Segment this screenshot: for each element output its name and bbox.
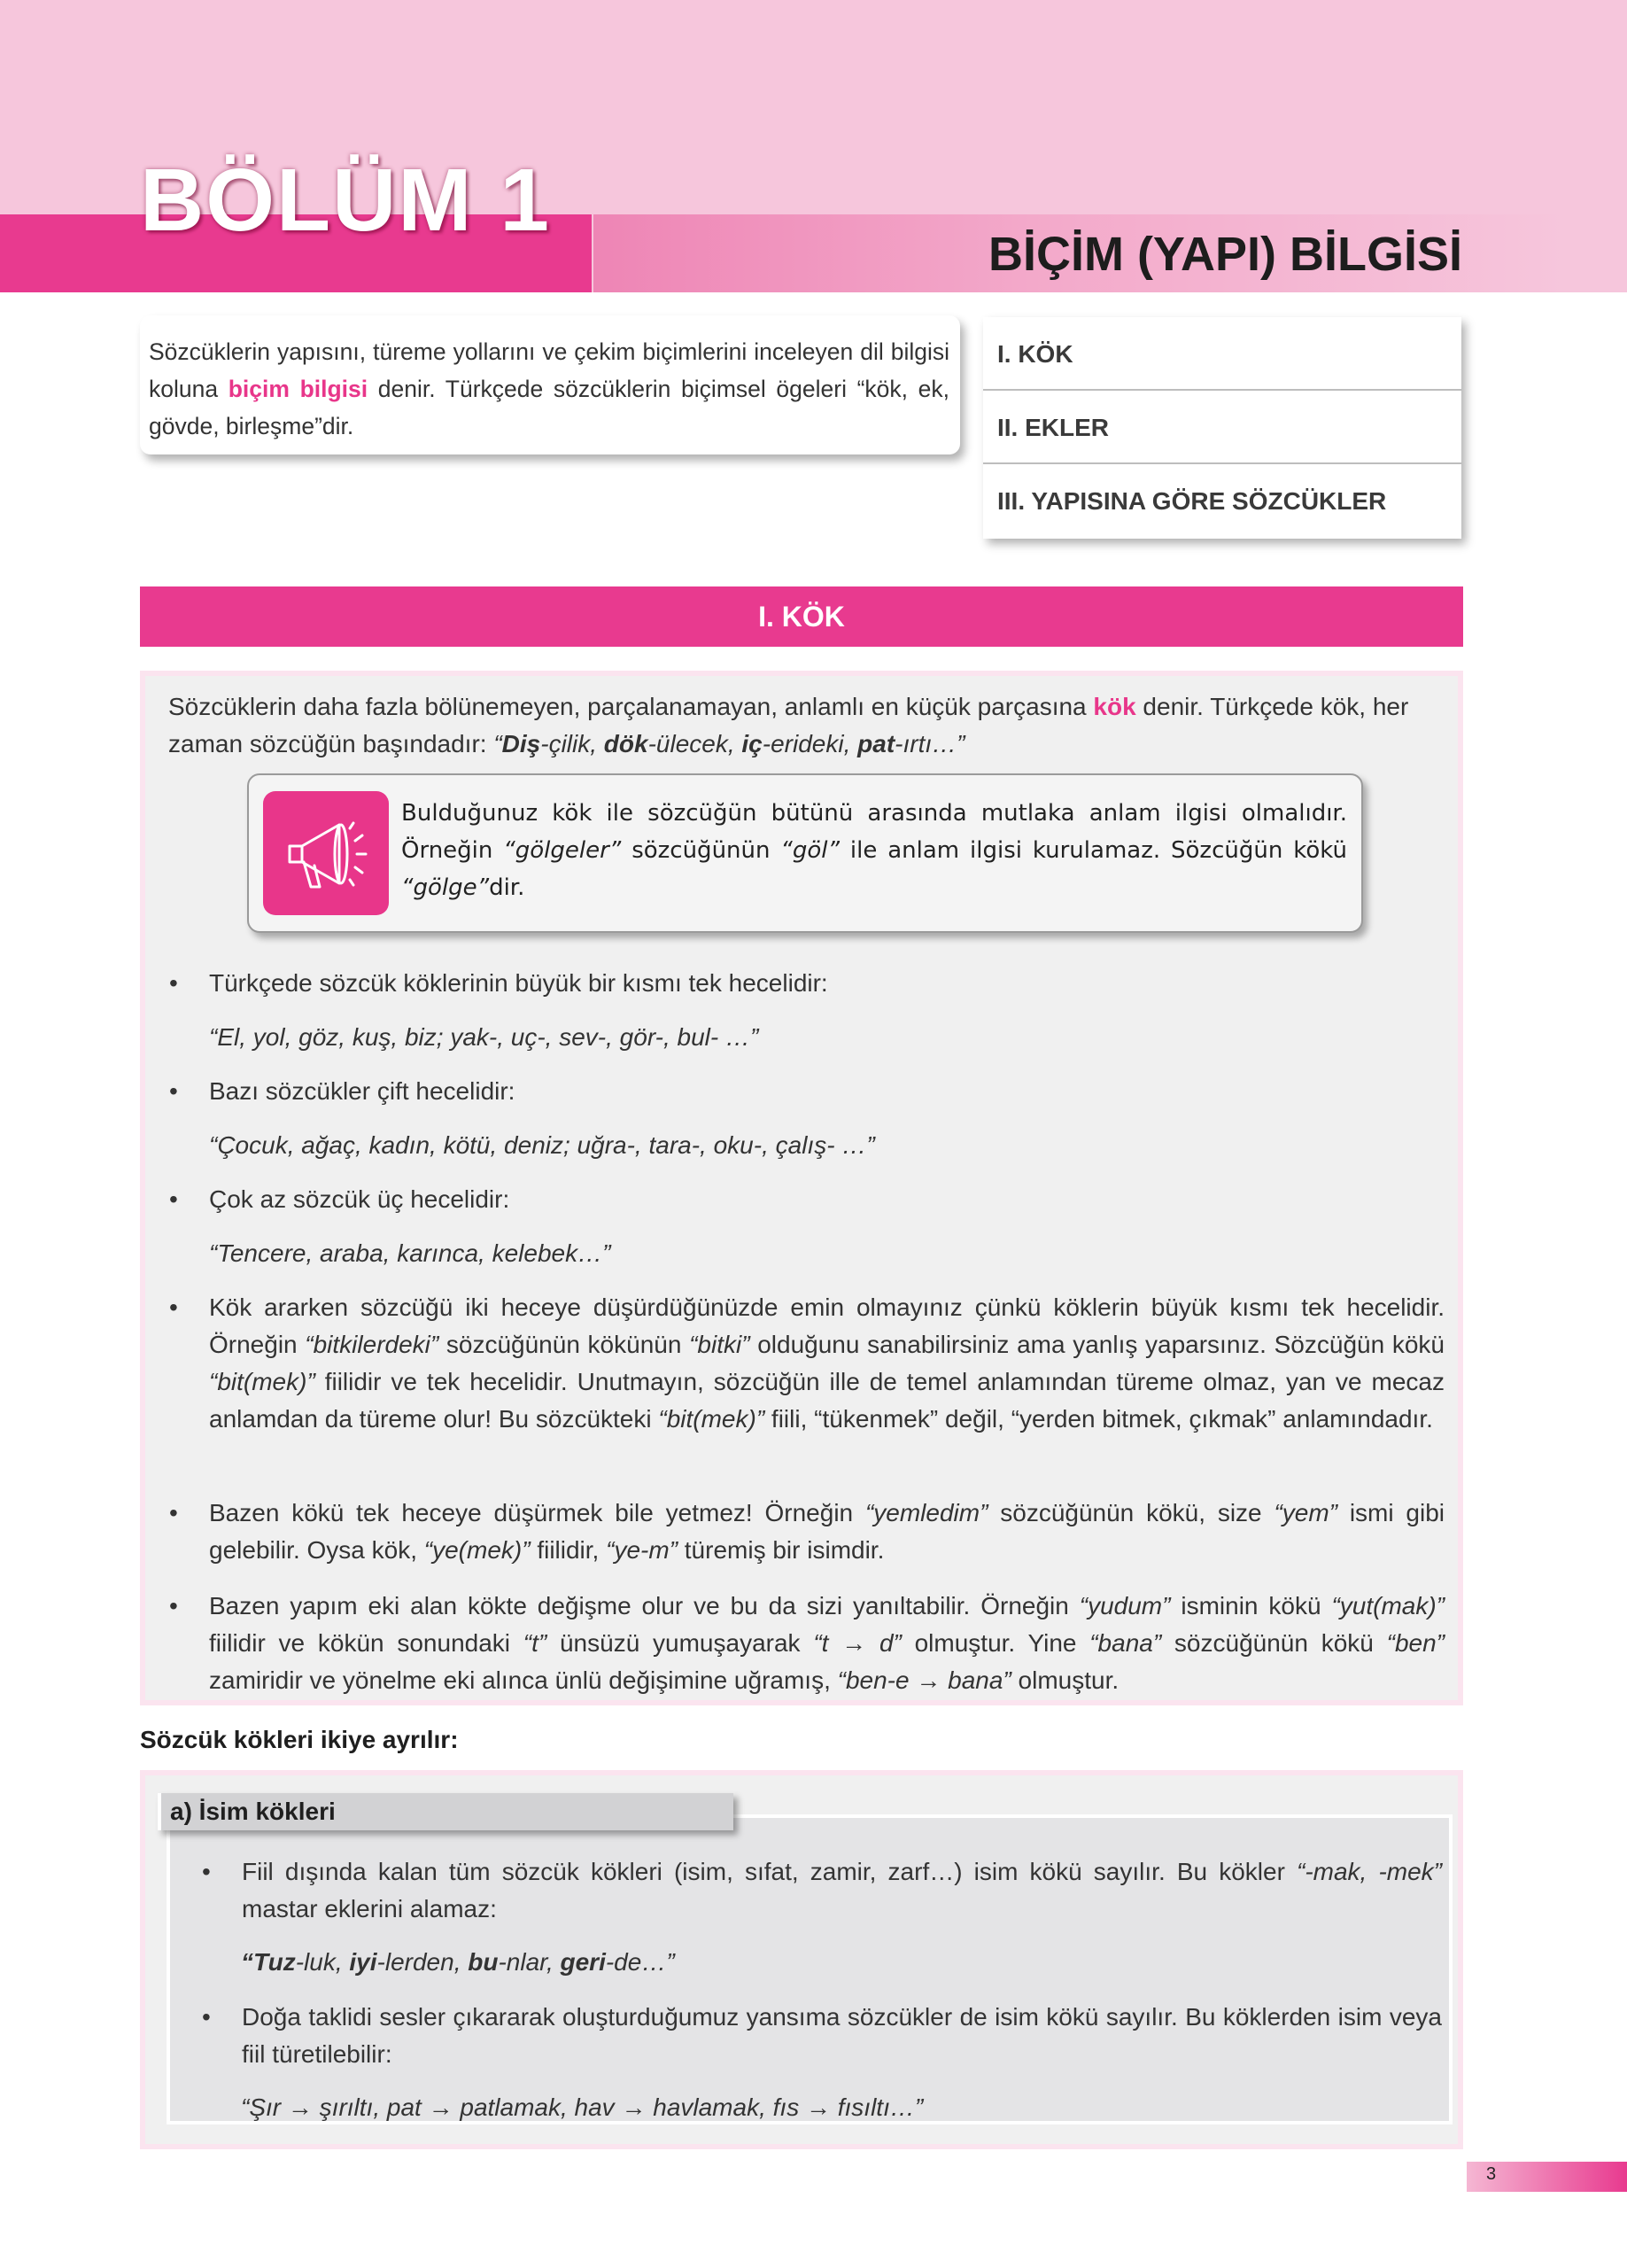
text-part: fiili, “tükenmek” değil, “yerden bitmek, çıkmak” anlamındadır. <box>764 1405 1433 1433</box>
note-text <box>401 795 1347 906</box>
example-suffix: -ülecek, <box>647 730 742 757</box>
kok-section <box>140 671 1463 1705</box>
example-root: “Tuz <box>241 1948 296 1976</box>
italic-word: “ye(mek)” <box>423 1536 531 1564</box>
isim-kokleri-panel <box>167 1814 1453 2124</box>
italic-word: “ben-e → bana” <box>837 1666 1011 1694</box>
list-item <box>169 1495 1445 1569</box>
example-suffix: -çilik, <box>540 730 604 757</box>
bullet-text: Türkçede sözcük köklerinin büyük bir kısmı tek hecelidir: <box>209 969 828 997</box>
kok-definition <box>168 688 1444 763</box>
toc-item-kok[interactable]: I. KÖK <box>983 317 1461 391</box>
text-part: türemiş bir isimdir. <box>678 1536 885 1564</box>
section-banner-kok: I. KÖK <box>140 586 1463 647</box>
note-text-2: sözcüğünün <box>621 837 781 864</box>
italic-word: “bit(mek)” <box>658 1405 765 1433</box>
text-part: zamiridir ve yönelme eki alınca ünlü değişimine uğramış, <box>209 1666 838 1694</box>
bullet-text: Çok az sözcük üç hecelidir: <box>209 1185 510 1213</box>
kok-definition-text-2: denir. Türkçede kök, her zaman sözcüğün başındadır: <box>168 693 1409 757</box>
italic-word: “bana” <box>1089 1629 1162 1657</box>
list-item <box>169 1289 1445 1438</box>
example-suffix: -ırtı…” <box>895 730 965 757</box>
text-part: olmuştur. Yine <box>901 1629 1090 1657</box>
list-item <box>202 1853 1442 1928</box>
kok-keyword: kök <box>1093 693 1136 720</box>
italic-word: “ye-m” <box>606 1536 678 1564</box>
text-part: isminin kökü <box>1170 1592 1332 1619</box>
text-part: fiilidir, <box>530 1536 607 1564</box>
bullet-dot: • <box>169 1592 178 1619</box>
list-item <box>169 1181 1445 1218</box>
text-part: fiilidir ve kökün sonundaki <box>209 1629 523 1657</box>
isim-kokleri-label: a) İsim kökleri <box>158 1793 733 1830</box>
example-line: “Şır → şırıltı, pat → patlamak, hav → havlamak, fıs → fısıltı…” <box>241 2093 924 2121</box>
bullet-dot: • <box>169 1499 178 1526</box>
italic-word: “t → d” <box>813 1629 902 1657</box>
text-part: sözcüğünün kökü <box>1161 1629 1387 1657</box>
bullet-dot: • <box>169 1293 178 1321</box>
example-root: dök <box>603 730 648 757</box>
list-item <box>169 1588 1445 1699</box>
bullet-text <box>209 1289 1445 1438</box>
text-part: mastar eklerini alamaz: <box>242 1895 497 1922</box>
intro-box <box>140 315 960 454</box>
italic-word: “-mak, -mek” <box>1297 1858 1442 1885</box>
italic-word: “yem” <box>1274 1499 1337 1526</box>
note-text-3: ile anlam ilgisi kurulamaz. Sözcüğün kökü <box>839 837 1347 864</box>
italic-word: “yudum” <box>1079 1592 1171 1619</box>
italic-word: “yut(mak)” <box>1331 1592 1445 1619</box>
text-part: sözcüğünün kökünün <box>438 1331 690 1358</box>
page-title: BİÇİM (YAPI) BİLGİSİ <box>988 228 1462 281</box>
isim-kokleri-section <box>140 1770 1463 2149</box>
toc-item-yapisina-gore[interactable]: III. YAPISINA GÖRE SÖZCÜKLER <box>997 487 1387 515</box>
bullet-dot: • <box>169 1185 178 1213</box>
note-word-1: “gölgeler” <box>503 837 622 864</box>
italic-word: “t” <box>523 1629 547 1657</box>
example-suffix: -de…” <box>605 1948 675 1976</box>
italic-word: “bit(mek)” <box>209 1368 315 1395</box>
bullet-dot: • <box>202 2003 211 2031</box>
example-suffix: -nlar, <box>498 1948 561 1976</box>
example-root: iyi <box>349 1948 377 1976</box>
note-word-3: “gölge” <box>401 874 490 901</box>
quote-open: “ <box>493 730 502 757</box>
note-text-4: dir. <box>489 874 525 901</box>
list-item <box>169 1073 1445 1110</box>
kok-definition-text: Sözcüklerin daha fazla bölünemeyen, parçalanamayan, anlamlı en küçük parçasına <box>168 693 1094 720</box>
bullet-dot: • <box>169 969 178 997</box>
kok-examples <box>493 730 965 757</box>
table-of-contents <box>983 317 1461 539</box>
text-part: sözcüğünün kökü, size <box>988 1499 1274 1526</box>
note-box <box>247 773 1363 933</box>
example-line: “El, yol, göz, kuş, biz; yak-, uç-, sev-, gör-, bul- …” <box>209 1023 759 1051</box>
chapter-title: BÖLÜM 1 <box>140 151 551 250</box>
bullet-text: Doğa taklidi sesler çıkararak oluşturduğumuz yansıma sözcükler de isim kökü sayılır. Bu köklerden isim veya fiil türetilebilir: <box>242 2003 1442 2068</box>
example-suffix: -luk, <box>295 1948 350 1976</box>
italic-word: “bitkilerdeki” <box>305 1331 439 1358</box>
intro-highlight: biçim bilgisi <box>228 376 368 402</box>
note-text-1: Bulduğunuz kök ile sözcüğün bütünü arasında mutlaka anlam ilgisi olmalıdır. Örneğin <box>401 800 1347 864</box>
example-line: “Tencere, araba, karınca, kelebek…” <box>209 1239 611 1267</box>
intro-text: Sözcüklerin yapısını, türeme yollarını ve çekim biçimlerini inceleyen dil bilgisi koluna <box>149 338 949 402</box>
bullet-text <box>242 1853 1442 1928</box>
text-part: Bazen kökü tek heceye düşürmek bile yetmez! Örneğin <box>209 1499 865 1526</box>
example-root: iç <box>741 730 763 757</box>
text-part: Fiil dışında kalan tüm sözcük kökleri (isim, sıfat, zamir, zarf…) isim kökü sayılır. Bu kökler <box>242 1858 1298 1885</box>
example-suffix: -lerden, <box>376 1948 469 1976</box>
text-part: Kök ararken sözcüğü iki heceye düşürdüğünüzde emin olmayınız çünkü köklerin büyük kısmı tek hecelidir. Örneğin <box>209 1293 1445 1358</box>
text-part: ismi gibi gelebilir. Oysa kök, <box>209 1499 1445 1564</box>
example-root: bu <box>468 1948 499 1976</box>
example-root: pat <box>857 730 895 757</box>
bullet-text: Bazı sözcükler çift hecelidir: <box>209 1077 515 1105</box>
text-part: olduğunu sanabilirsiniz ama yanlış yaparsınız. Sözcüğün kökü <box>749 1331 1445 1358</box>
toc-item-ekler[interactable]: II. EKLER <box>983 391 1461 464</box>
example-root: geri <box>560 1948 606 1976</box>
bullet-dot: • <box>202 1858 211 1885</box>
list-item <box>169 965 1445 1002</box>
intro-text-end: denir. Türkçede sözcüklerin biçimsel ögeleri “kök, ek, gövde, birleşme”dir. <box>149 376 950 439</box>
megaphone-icon <box>263 791 389 915</box>
page-number: 3 <box>1486 2164 1497 2184</box>
text-part: Bazen yapım eki alan kökte değişme olur ve bu da sizi yanıltabilir. Örneğin <box>209 1592 1080 1619</box>
example-line <box>241 1944 1481 1981</box>
roots-heading: Sözcük kökleri ikiye ayrılır: <box>140 1726 459 1753</box>
bullet-text <box>209 1588 1445 1699</box>
list-item <box>202 1999 1442 2073</box>
text-part: ünsüzü yumuşayarak <box>546 1629 814 1657</box>
bullet-text <box>209 1495 1445 1569</box>
italic-word: “bitki” <box>689 1331 750 1358</box>
italic-word: “yemledim” <box>864 1499 988 1526</box>
example-line: “Çocuk, ağaç, kadın, kötü, deniz; uğra-, tara-, oku-, çalış- …” <box>209 1131 875 1159</box>
text-part: olmuştur. <box>1011 1666 1120 1694</box>
example-root: Diş <box>501 730 541 757</box>
example-suffix: -erideki, <box>762 730 858 757</box>
text-part: fiilidir ve tek hecelidir. Unutmayın, sözcüğün ille de temel anlamından türeme olmaz, yan ve mecaz anlamdan da türeme olur! Bu sözcükteki <box>209 1368 1445 1433</box>
note-word-2: “göl” <box>780 837 840 864</box>
italic-word: “ben” <box>1386 1629 1445 1657</box>
bullet-dot: • <box>169 1077 178 1105</box>
